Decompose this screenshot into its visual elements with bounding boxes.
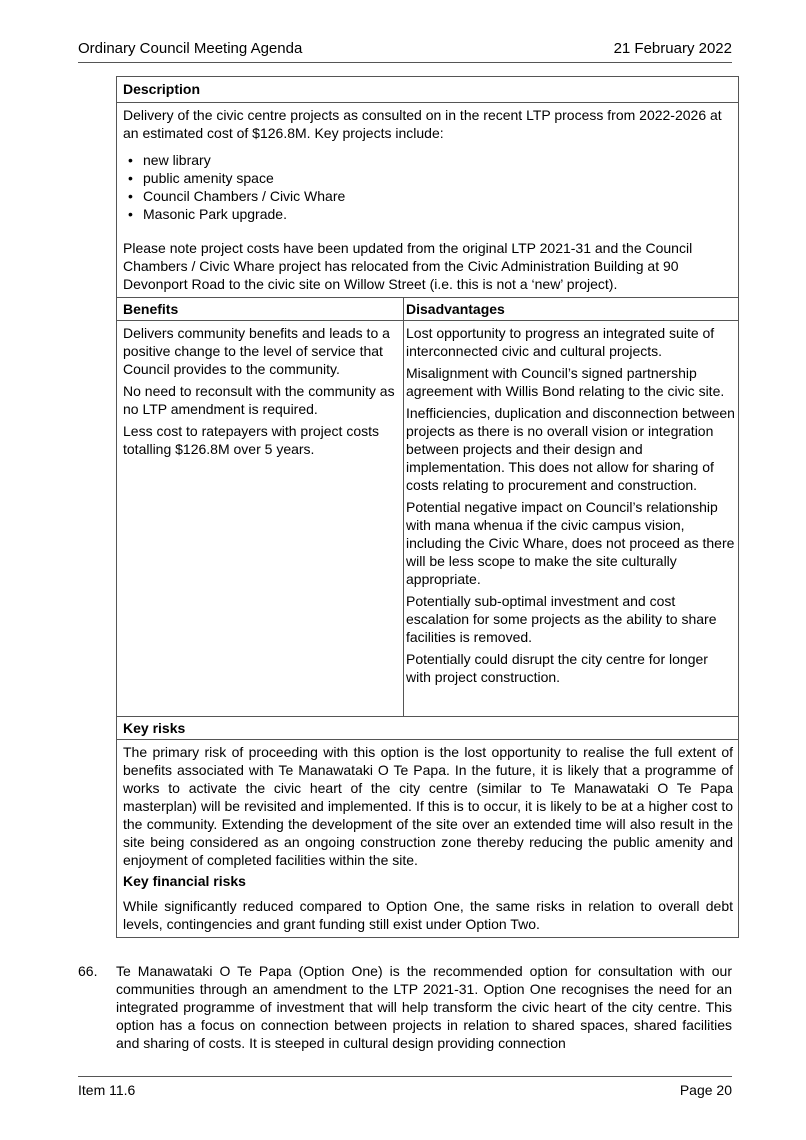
disadvantage-item: Potentially could disrupt the city centre for longer with project construction. bbox=[406, 651, 708, 685]
page-footer bbox=[78, 1082, 732, 1102]
list-item: • public amenity space bbox=[128, 170, 274, 186]
page-header bbox=[78, 40, 732, 62]
key-financial-risks-heading: Key financial risks bbox=[123, 873, 246, 889]
list-item: • Masonic Park upgrade. bbox=[128, 206, 287, 222]
document-title: Ordinary Council Meeting Agenda bbox=[78, 40, 303, 57]
list-item: • new library bbox=[128, 152, 211, 168]
key-risks-heading: Key risks bbox=[123, 720, 186, 736]
benefit-item: Delivers community benefits and leads to a positive change to the level of service that Council provides to the community. bbox=[123, 325, 390, 377]
header-divider bbox=[78, 62, 732, 63]
column-divider bbox=[403, 297, 404, 716]
row-divider bbox=[117, 320, 738, 321]
benefits-heading: Benefits bbox=[123, 301, 179, 317]
row-divider bbox=[117, 716, 738, 717]
paragraph-text: Te Manawataki O Te Papa (Option One) is the recommended option for consultation with our communities through an amendment to the LTP 2021-31. Option One recognises the need for an integrated programme of investment that will help transform the civic heart of the city centre. This option has a focus on connection between projects in relation to shared spaces, shared facilities and sharing of costs. It is steeped in cultural design providing connection bbox=[116, 963, 732, 1051]
benefit-item: No need to reconsult with the community as no LTP amendment is required. bbox=[123, 383, 395, 417]
row-divider bbox=[117, 297, 738, 298]
key-financial-risks-text: While significantly reduced compared to Option One, the same risks in relation to overall debt levels, contingencies and grant funding still exist under Option Two. bbox=[123, 898, 733, 932]
row-divider bbox=[117, 102, 738, 103]
description-cell bbox=[123, 106, 727, 293]
disadvantages-column bbox=[406, 324, 736, 690]
description-note: Please note project costs have been updated from the original LTP 2021-31 and the Council Chambers / Civic Whare project has relocated from the Civic Administration Building at 90 Devonport Road to the civic site on Willow Street (i.e. this is not a ‘new’ project). bbox=[123, 240, 693, 292]
disadvantage-item: Potentially sub-optimal investment and cost escalation for some projects as the ability to share facilities is removed. bbox=[406, 593, 717, 645]
benefit-item: Less cost to ratepayers with project costs totalling $126.8M over 5 years. bbox=[123, 423, 379, 457]
disadvantage-item: Inefficiencies, duplication and disconnection between projects as there is no overall vision or integration between projects and their design and implementation. This does not allow for sharing of costs relating to procurement and construction. bbox=[406, 405, 735, 493]
row-divider bbox=[117, 739, 738, 740]
footer-divider bbox=[78, 1076, 732, 1077]
key-risks-text: The primary risk of proceeding with this option is the lost opportunity to realise the full extent of benefits associated with Te Manawataki O Te Papa. In the future, it is likely that a programme of works to activate the civic heart of the city centre (similar to Te Manawataki O Te Papa masterplan) will be revisited and implemented. If this is to occur, it is likely to be at a higher cost to the community. Extending the development of the site over an extended time will also result in the site being considered as an ongoing construction zone thereby reducing the public amenity and enjoyment of completed facilities within the site. bbox=[123, 744, 733, 868]
disadvantage-item: Potential negative impact on Council’s relationship with mana whenua if the civic campus vision, including the Civic Whare, does not proceed as there will be less scope to make the site culturally appropriate. bbox=[406, 499, 735, 587]
item-number: Item 11.6 bbox=[78, 1082, 136, 1098]
page-number: Page 20 bbox=[679, 1082, 732, 1098]
paragraph-number: 66. bbox=[78, 963, 98, 979]
benefits-column bbox=[123, 324, 399, 462]
description-heading: Description bbox=[123, 81, 201, 97]
option-two-table bbox=[116, 76, 739, 938]
disadvantage-item: Misalignment with Council’s signed partnership agreement with Willis Bond relating to the civic site. bbox=[406, 365, 725, 399]
key-projects-list bbox=[123, 151, 727, 223]
disadvantage-item: Lost opportunity to progress an integrated suite of interconnected civic and cultural projects. bbox=[406, 325, 715, 359]
meeting-date: 21 February 2022 bbox=[613, 40, 732, 57]
disadvantages-heading: Disadvantages bbox=[406, 301, 505, 317]
description-intro: Delivery of the civic centre projects as consulted on in the recent LTP process from 2022-2026 at an estimated cost of $126.8M. Key projects include: bbox=[123, 107, 722, 141]
list-item: • Council Chambers / Civic Whare bbox=[128, 188, 346, 204]
